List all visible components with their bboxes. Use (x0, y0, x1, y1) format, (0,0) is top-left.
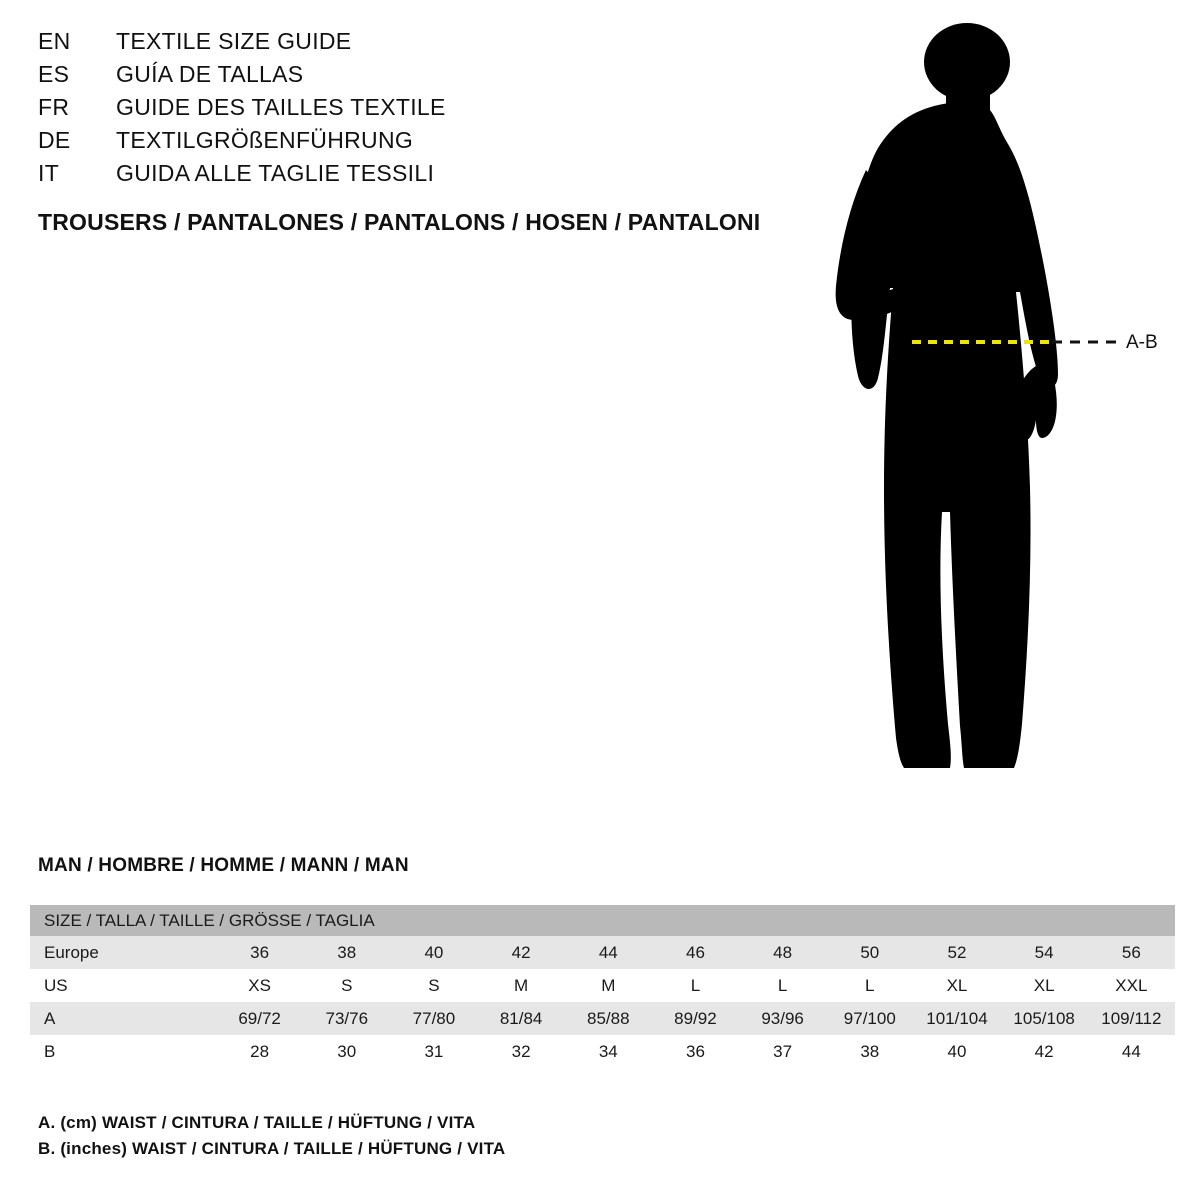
garment-type-heading: TROUSERS / PANTALONES / PANTALONS / HOSEN / PANTALONI (38, 209, 761, 235)
cell-europe-2: 38 (303, 936, 390, 969)
measurement-notes (38, 1110, 838, 1162)
cell-b-5: 34 (565, 1035, 652, 1068)
title-row-it (38, 160, 798, 193)
cell-a-4: 81/84 (478, 1002, 565, 1035)
cell-b-6: 36 (652, 1035, 739, 1068)
cell-us-9: XL (913, 969, 1000, 1002)
cell-europe-6: 46 (652, 936, 739, 969)
cell-a-1: 69/72 (216, 1002, 303, 1035)
table-row (30, 969, 1175, 1002)
cell-a-2: 73/76 (303, 1002, 390, 1035)
table-row (30, 936, 1175, 969)
cell-a-7: 93/96 (739, 1002, 826, 1035)
cell-us-6: L (652, 969, 739, 1002)
table-row (30, 1002, 1175, 1035)
male-silhouette-icon (836, 23, 1058, 768)
table-row (30, 1035, 1175, 1068)
title-row-en (38, 28, 798, 61)
language-code-fr: FR (38, 94, 70, 120)
cell-a-11: 109/112 (1088, 1002, 1175, 1035)
row-label-us: US (30, 969, 216, 1002)
cell-us-10: XL (1001, 969, 1088, 1002)
cell-b-11: 44 (1088, 1035, 1175, 1068)
size-table (30, 905, 1175, 1068)
cell-us-2: S (303, 969, 390, 1002)
title-row-es (38, 61, 798, 94)
cell-us-8: L (826, 969, 913, 1002)
cell-europe-10: 54 (1001, 936, 1088, 969)
cell-a-9: 101/104 (913, 1002, 1000, 1035)
cell-europe-4: 42 (478, 936, 565, 969)
cell-us-11: XXL (1088, 969, 1175, 1002)
cell-europe-7: 48 (739, 936, 826, 969)
cell-a-8: 97/100 (826, 1002, 913, 1035)
title-text-fr: GUIDE DES TAILLES TEXTILE (116, 94, 446, 120)
size-table-wrapper (30, 905, 1175, 1068)
title-text-en: TEXTILE SIZE GUIDE (116, 28, 352, 54)
cell-b-2: 30 (303, 1035, 390, 1068)
cell-a-5: 85/88 (565, 1002, 652, 1035)
cell-us-5: M (565, 969, 652, 1002)
language-code-es: ES (38, 61, 70, 87)
cell-us-4: M (478, 969, 565, 1002)
measure-label-ab: A-B (1126, 332, 1158, 353)
cell-a-3: 77/80 (390, 1002, 477, 1035)
note-a: A. (cm) WAIST / CINTURA / TAILLE / HÜFTUNG / VITA (38, 1113, 476, 1132)
figure-illustration (800, 20, 1180, 810)
title-block (38, 28, 798, 236)
cell-b-8: 38 (826, 1035, 913, 1068)
cell-europe-3: 40 (390, 936, 477, 969)
cell-a-10: 105/108 (1001, 1002, 1088, 1035)
title-text-es: GUÍA DE TALLAS (116, 61, 304, 87)
cell-b-10: 42 (1001, 1035, 1088, 1068)
cell-europe-11: 56 (1088, 936, 1175, 969)
cell-us-3: S (390, 969, 477, 1002)
row-label-b: B (30, 1035, 216, 1068)
cell-europe-5: 44 (565, 936, 652, 969)
cell-b-1: 28 (216, 1035, 303, 1068)
cell-b-4: 32 (478, 1035, 565, 1068)
table-header-label: SIZE / TALLA / TAILLE / GRÖSSE / TAGLIA (30, 905, 1175, 936)
row-label-a: A (30, 1002, 216, 1035)
title-row-fr (38, 94, 798, 127)
cell-a-6: 89/92 (652, 1002, 739, 1035)
gender-section-label: MAN / HOMBRE / HOMME / MANN / MAN (38, 855, 409, 876)
table-header-row (30, 905, 1175, 936)
cell-us-7: L (739, 969, 826, 1002)
cell-b-3: 31 (390, 1035, 477, 1068)
title-text-de: TEXTILGRÖßENFÜHRUNG (116, 127, 414, 153)
language-code-en: EN (38, 28, 71, 54)
cell-us-1: XS (216, 969, 303, 1002)
title-text-it: GUIDA ALLE TAGLIE TESSILI (116, 160, 435, 186)
cell-europe-8: 50 (826, 936, 913, 969)
cell-b-9: 40 (913, 1035, 1000, 1068)
note-b: B. (inches) WAIST / CINTURA / TAILLE / HÜFTUNG / VITA (38, 1139, 506, 1158)
language-code-it: IT (38, 160, 60, 186)
cell-europe-1: 36 (216, 936, 303, 969)
language-code-de: DE (38, 127, 71, 153)
cell-b-7: 37 (739, 1035, 826, 1068)
title-row-de (38, 127, 798, 160)
cell-europe-9: 52 (913, 936, 1000, 969)
row-label-europe: Europe (30, 936, 216, 969)
